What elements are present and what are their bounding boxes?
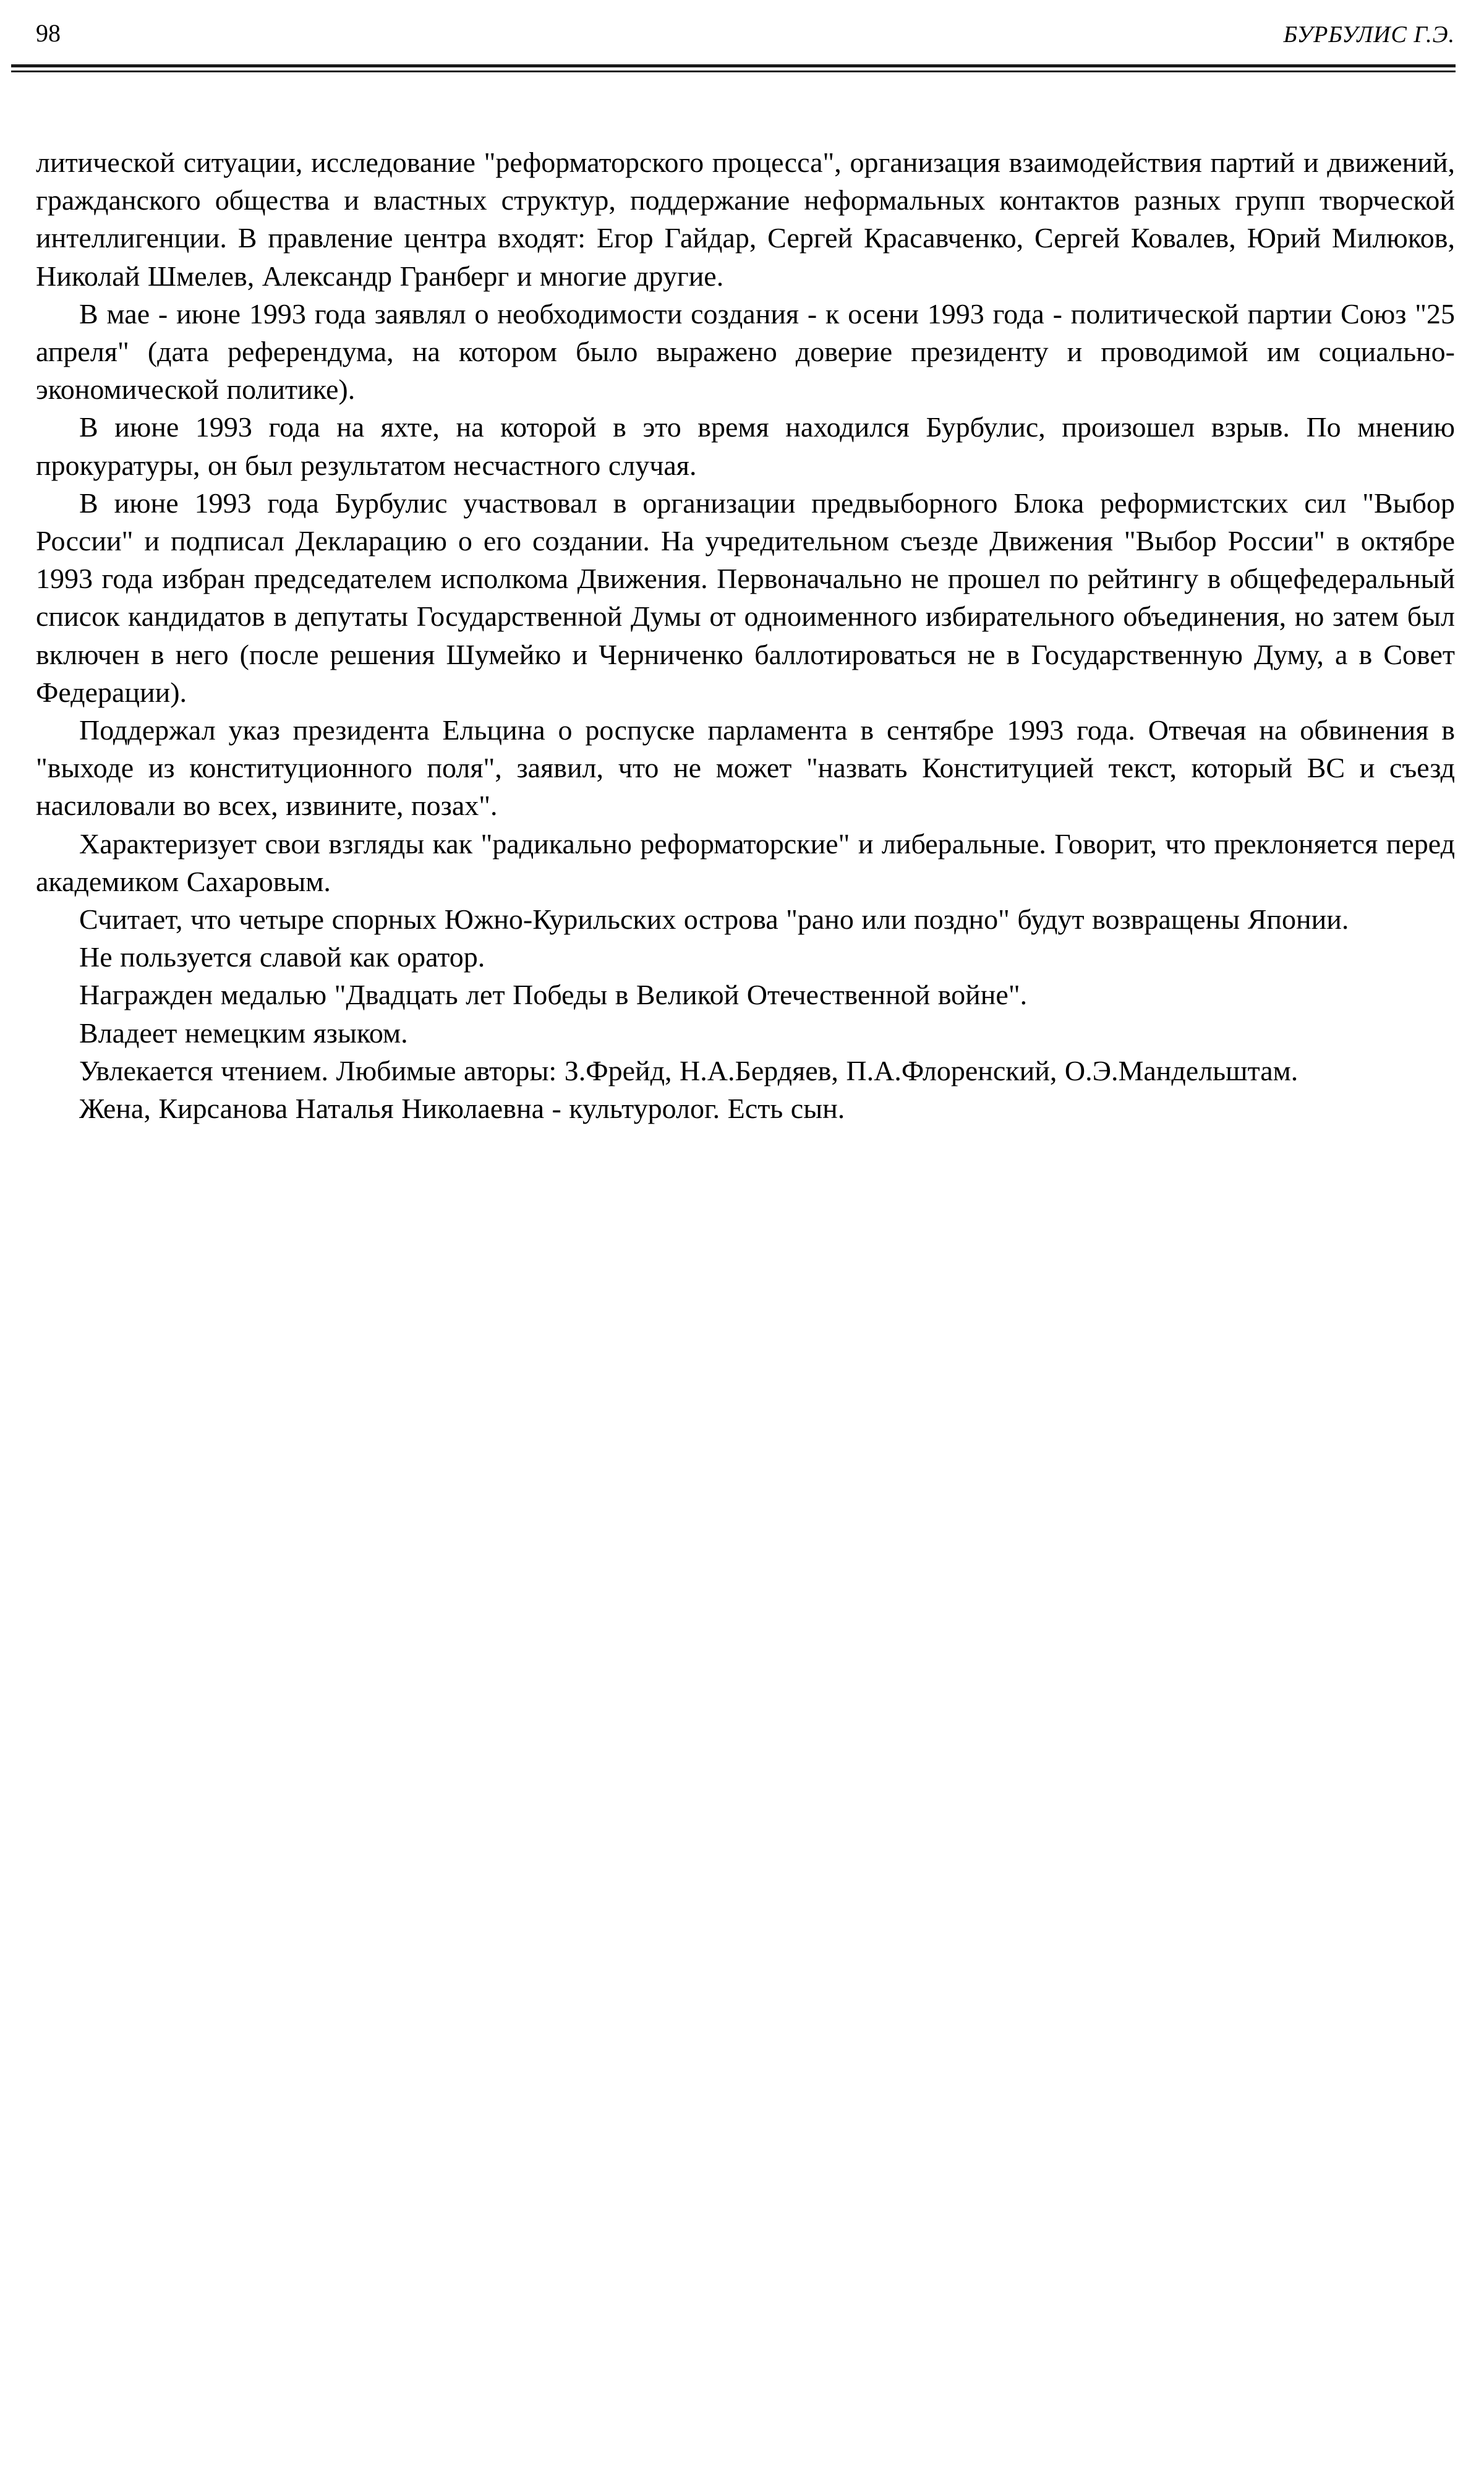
paragraph: Владеет немецким языком. [79, 1017, 408, 1049]
paragraph: Считает, что четыре спорных Южно-Курильских острова "рано или поздно" будут возвращены Японии. [79, 903, 1349, 936]
paragraph: Характеризует свои взгляды как "радикально реформаторские" и либеральные. Говорит, что преклоняется перед академиком Сахаровым. [36, 827, 1455, 897]
paragraph-continuation: литической ситуации, исследование "реформаторского процесса", организация взаимодействия партий и движений, гражданского общества и властных структур, поддержание неформальных контактов разных групп творческой интеллигенции. В правление центра входят: Егор Гайдар, Сергей Красавченко, Сергей Ковалев, Юрий Милюков, Николай Шмелев, Александр Гранберг и многие другие. [36, 147, 1455, 292]
page-header [36, 15, 1455, 46]
paragraph: В июне 1993 года на яхте, на которой в это время находился Бурбулис, произошел взрыв. По мнению прокуратуры, он был результатом несчастного случая. [36, 411, 1455, 481]
paragraph: В мае - июне 1993 года заявлял о необходимости создания - к осени 1993 года - политической партии Союз "25 апреля" (дата референдума, на котором было выражено доверие президенту и проводимой им социально-экономической политике). [36, 297, 1455, 406]
header-rule-thick [11, 64, 1456, 67]
paragraph: Не пользуется славой как оратор. [79, 941, 485, 973]
running-head: БУРБУЛИС Г.Э. [1283, 22, 1455, 48]
paragraph: Увлекается чтением. Любимые авторы: З.Фрейд, Н.А.Бердяев, П.А.Флоренский, О.Э.Мандельштам. [79, 1054, 1298, 1086]
paragraph: Награжден медалью "Двадцать лет Победы в Великой Отечественной войне". [79, 979, 1028, 1011]
article-body [36, 143, 1455, 1127]
paragraph: Поддержал указ президента Ельцина о роспуске парламента в сентябре 1993 года. Отвечая на обвинения в "выходе из конституционного поля", заявил, что не может "назвать Конституцией текст, который ВС и съезд насиловали во всех, извините, позах". [36, 714, 1455, 822]
page-number: 98 [36, 19, 61, 47]
header-rule-thin [11, 70, 1456, 72]
paragraph: Жена, Кирсанова Наталья Николаевна - культуролог. Есть сын. [79, 1093, 845, 1125]
paragraph: В июне 1993 года Бурбулис участвовал в организации предвыборного Блока реформистских сил "Выбор России" и подписал Декларацию о его создании. На учредительном съезде Движения "Выбор России" в октябре 1993 года избран председателем исполкома Движения. Первоначально не прошел по рейтингу в общефедеральный список кандидатов в депутаты Государственной Думы от одноименного избирательного объединения, но затем был включен в него (после решения Шумейко и Черниченко баллотироваться не в Государственную Думу, а в Совет Федерации). [36, 487, 1455, 708]
